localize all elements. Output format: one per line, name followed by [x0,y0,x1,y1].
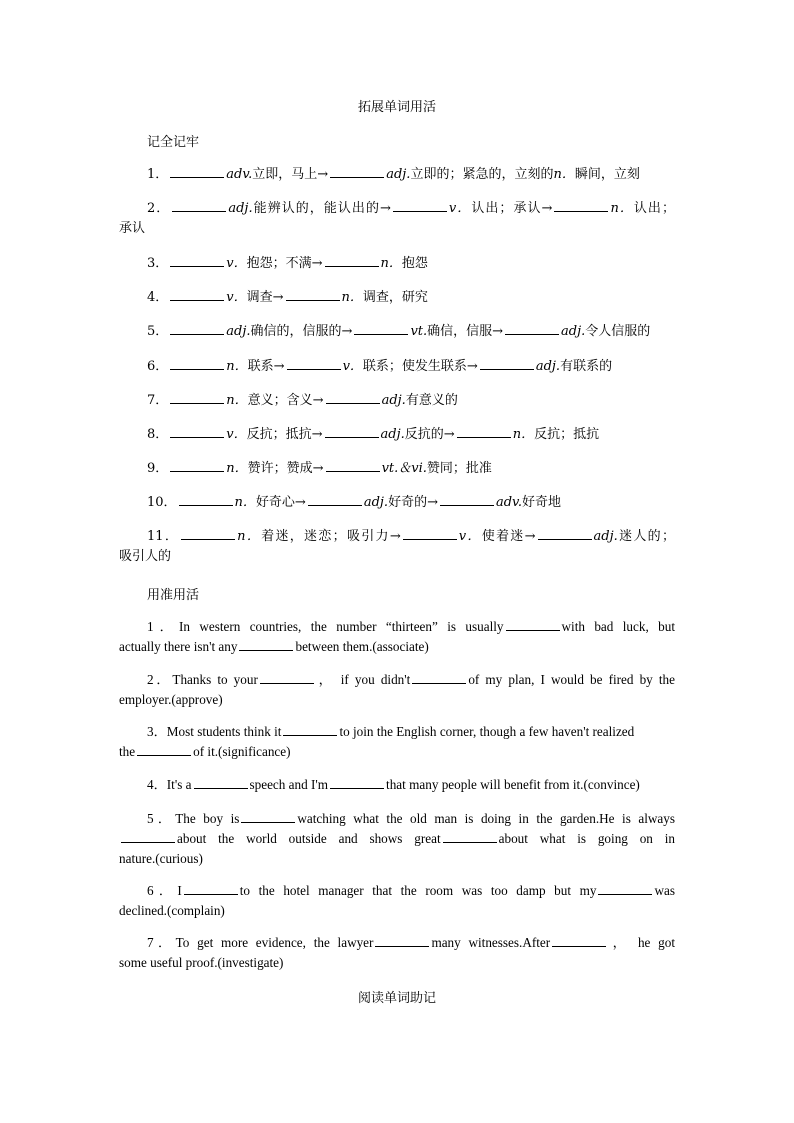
vocab-text: 11． [147,529,180,544]
answer-blank[interactable] [354,322,408,335]
vocab-text: 1． [147,167,169,182]
vocab-text: 吸引人的 [119,549,172,564]
sentence-text: was [654,883,675,898]
answer-blank[interactable] [170,459,224,472]
answer-blank[interactable] [170,254,224,267]
vocab-text: 4． [147,290,169,305]
part-of-speech: adj. [386,167,411,182]
part-of-speech: n． [226,393,248,408]
answer-blank[interactable] [286,288,340,301]
answer-blank[interactable] [170,288,224,301]
sentence-5-cont [119,829,675,849]
sentence-7-cont [119,953,675,973]
vocab-text: 有意义的 [405,393,458,408]
part-of-speech: n． [226,359,248,374]
part-of-speech: adj. [380,427,405,442]
vocab-text: 好奇地 [522,495,562,510]
part-of-speech: adj. [228,201,253,216]
answer-blank[interactable] [554,199,608,212]
vocab-text: 有联系的 [560,359,613,374]
sentence-7 [147,933,675,953]
sentence-text: 3．Most students think it [147,724,282,739]
sentence-text: actually there isn't any [119,639,238,654]
section-heading-1: 记全记牢 [147,135,200,150]
vocab-text: 抱怨；不满→ [246,256,323,271]
answer-blank[interactable] [412,671,466,684]
part-of-speech: v． [226,256,247,271]
vocab-text: 反抗；抵抗 [534,427,600,442]
answer-blank[interactable] [440,493,494,506]
vocab-item [147,425,675,445]
sentence-text: 6．I [147,883,182,898]
sentence-text: to the hotel manager that the room was too damp but my [239,883,597,898]
vocab-text: 认出； [633,201,675,216]
sentence-text: ， he got [608,935,675,950]
sentence-5 [147,809,675,829]
answer-blank[interactable] [170,322,224,335]
sentence-text: 2．Thanks to your [147,672,258,687]
answer-blank[interactable] [393,199,447,212]
answer-blank[interactable] [375,934,429,947]
vocab-text: 8． [147,427,169,442]
vocab-text: 10． [147,495,177,510]
section-heading-2: 用准用活 [147,588,200,603]
vocab-item [147,391,675,411]
vocab-item [147,527,675,547]
part-of-speech: n． [226,461,248,476]
sentence-text: to join the English corner, though a few haven't realized [339,724,635,739]
vocab-text: 确信的，信服的→ [250,324,353,339]
answer-blank[interactable] [443,830,497,843]
vocab-text: 好奇的→ [388,495,438,510]
part-of-speech: adj. [561,324,586,339]
vocab-text: 好奇心→ [255,495,306,510]
answer-blank[interactable] [170,391,224,404]
answer-blank[interactable] [598,882,652,895]
part-of-speech: adj. [381,393,406,408]
part-of-speech: n． [234,495,256,510]
answer-blank[interactable] [181,527,235,540]
vocab-text: 赞同；批准 [426,461,492,476]
vocab-text: 调查，研究 [362,290,428,305]
sentence-5-cont-2 [119,849,675,869]
sentence-2-cont [119,690,675,710]
part-of-speech: adv. [226,167,253,182]
sentence-1 [147,617,675,637]
vocab-text: 瞬间，立刻 [574,167,640,182]
answer-blank[interactable] [330,165,384,178]
vocab-item [147,357,675,377]
vocab-text: 3． [147,256,169,271]
answer-blank[interactable] [179,493,233,506]
answer-blank[interactable] [287,357,341,370]
vocab-text: 7． [147,393,169,408]
part-of-speech: v． [448,201,472,216]
answer-blank[interactable] [241,810,295,823]
part-of-speech: v． [458,529,482,544]
part-of-speech: vt. [410,324,428,339]
part-of-speech: v． [226,427,247,442]
answer-blank[interactable] [552,934,606,947]
sentence-text: ， if you didn't [315,672,411,687]
sentence-text: 1．In western countries, the number “thirteen” is usually [147,619,504,634]
part-of-speech: adj. [363,495,389,510]
sentence-text: many witnesses.After [431,935,551,950]
vocab-text: 9． [147,461,169,476]
sentence-text: between them.(associate) [295,639,429,654]
sentence-6-cont [119,901,675,921]
vocab-item [147,254,675,274]
sentence-text: about what is going on in [498,831,675,846]
answer-blank[interactable] [170,357,224,370]
sentence-text: the [119,744,136,759]
vocab-text: 立即的；紧急的，立刻的 [410,167,554,182]
vocab-text: 着迷，迷恋；吸引力→ [261,529,401,544]
sentence-text: with bad luck, but [561,619,675,634]
answer-blank[interactable] [308,493,362,506]
part-of-speech: v． [342,359,363,374]
vocab-text: 反抗；抵抗→ [246,427,323,442]
answer-blank[interactable] [325,425,379,438]
vocab-text: 迷人的； [617,529,675,544]
answer-blank[interactable] [194,776,248,789]
sentence-text: nature.(curious) [119,851,203,866]
sentence-text: of it.(significance) [193,744,291,759]
vocab-item [147,459,675,479]
sentence-text: some useful proof.(investigate) [119,955,284,970]
vocab-text: 抱怨 [401,256,428,271]
vocab-text: 认出；承认→ [471,201,553,216]
answer-blank[interactable] [480,357,534,370]
answer-blank[interactable] [137,743,191,756]
vocab-text: 6． [147,359,169,374]
sentence-text: 7．To get more evidence, the lawyer [147,935,374,950]
answer-blank[interactable] [283,723,337,736]
sentence-6 [147,881,675,901]
vocab-text: 令人信服的 [585,324,651,339]
vocab-text: 5． [147,324,169,339]
answer-blank[interactable] [172,199,226,212]
answer-blank[interactable] [325,254,379,267]
vocab-item [147,493,675,513]
sentence-text: 4．It's a [147,777,192,792]
page-title: 拓展单词用活 [357,100,436,115]
part-of-speech: n． [512,427,535,442]
sentence-4 [147,775,675,795]
sentence-text: 5．The boy is [147,811,240,826]
part-of-speech: adv. [495,495,522,510]
vocab-text: 联系；使发生联系→ [362,359,478,374]
part-of-speech: adj. [535,359,561,374]
sentence-text: declined.(complain) [119,903,225,918]
vocab-item [147,288,675,308]
answer-blank[interactable] [326,459,380,472]
answer-blank[interactable] [326,391,380,404]
answer-blank[interactable] [184,882,238,895]
answer-blank[interactable] [239,638,293,651]
sentence-2 [147,670,675,690]
sentence-3-cont [119,742,675,762]
sentence-text: watching what the old man is doing in the garden.He is always [297,811,675,826]
answer-blank[interactable] [170,425,224,438]
vocab-text: 联系→ [247,359,285,374]
vocab-text: 能辨认的，能认出的→ [252,201,391,216]
vocab-text: 2． [147,201,171,216]
vocab-item [147,322,675,342]
part-of-speech: adj. [593,529,618,544]
part-of-speech: adj. [226,324,251,339]
vocab-text: 立即，马上→ [252,167,329,182]
vocab-text: 赞许；赞成→ [247,461,324,476]
answer-blank[interactable] [457,425,511,438]
vocab-text: 承认 [119,221,146,236]
part-of-speech: n． [553,167,575,182]
sentence-text: employer.(approve) [119,692,223,707]
sentence-3 [147,722,675,742]
part-of-speech: n． [380,256,402,271]
answer-blank[interactable] [170,165,224,178]
part-of-speech: n． [341,290,363,305]
answer-blank[interactable] [505,322,559,335]
part-of-speech: n． [610,201,634,216]
answer-blank[interactable] [506,618,560,631]
vocab-text: 反抗的→ [404,427,455,442]
sentence-text: that many people will benefit from it.(convince) [386,777,640,792]
part-of-speech: vt.＆vi. [381,461,427,476]
footer-section-title: 阅读单词助记 [357,991,436,1006]
answer-blank[interactable] [538,527,592,540]
vocab-text: 意义；含义→ [247,393,324,408]
answer-blank[interactable] [403,527,457,540]
vocab-text: 调查→ [246,290,284,305]
answer-blank[interactable] [121,830,175,843]
vocab-item [147,165,675,185]
vocab-text: 确信，信服→ [427,324,504,339]
sentence-text: of my plan, I would be fired by the [468,672,675,687]
answer-blank[interactable] [330,776,384,789]
answer-blank[interactable] [260,671,314,684]
vocab-item [147,199,675,219]
sentence-text: about the world outside and shows great [177,831,441,846]
part-of-speech: v． [226,290,247,305]
vocab-item-cont [119,547,675,567]
sentence-1-cont [119,637,675,657]
sentence-text: speech and I'm [249,777,329,792]
vocab-item-cont [119,219,675,239]
vocab-text: 使着迷→ [481,529,536,544]
part-of-speech: n． [237,529,262,544]
